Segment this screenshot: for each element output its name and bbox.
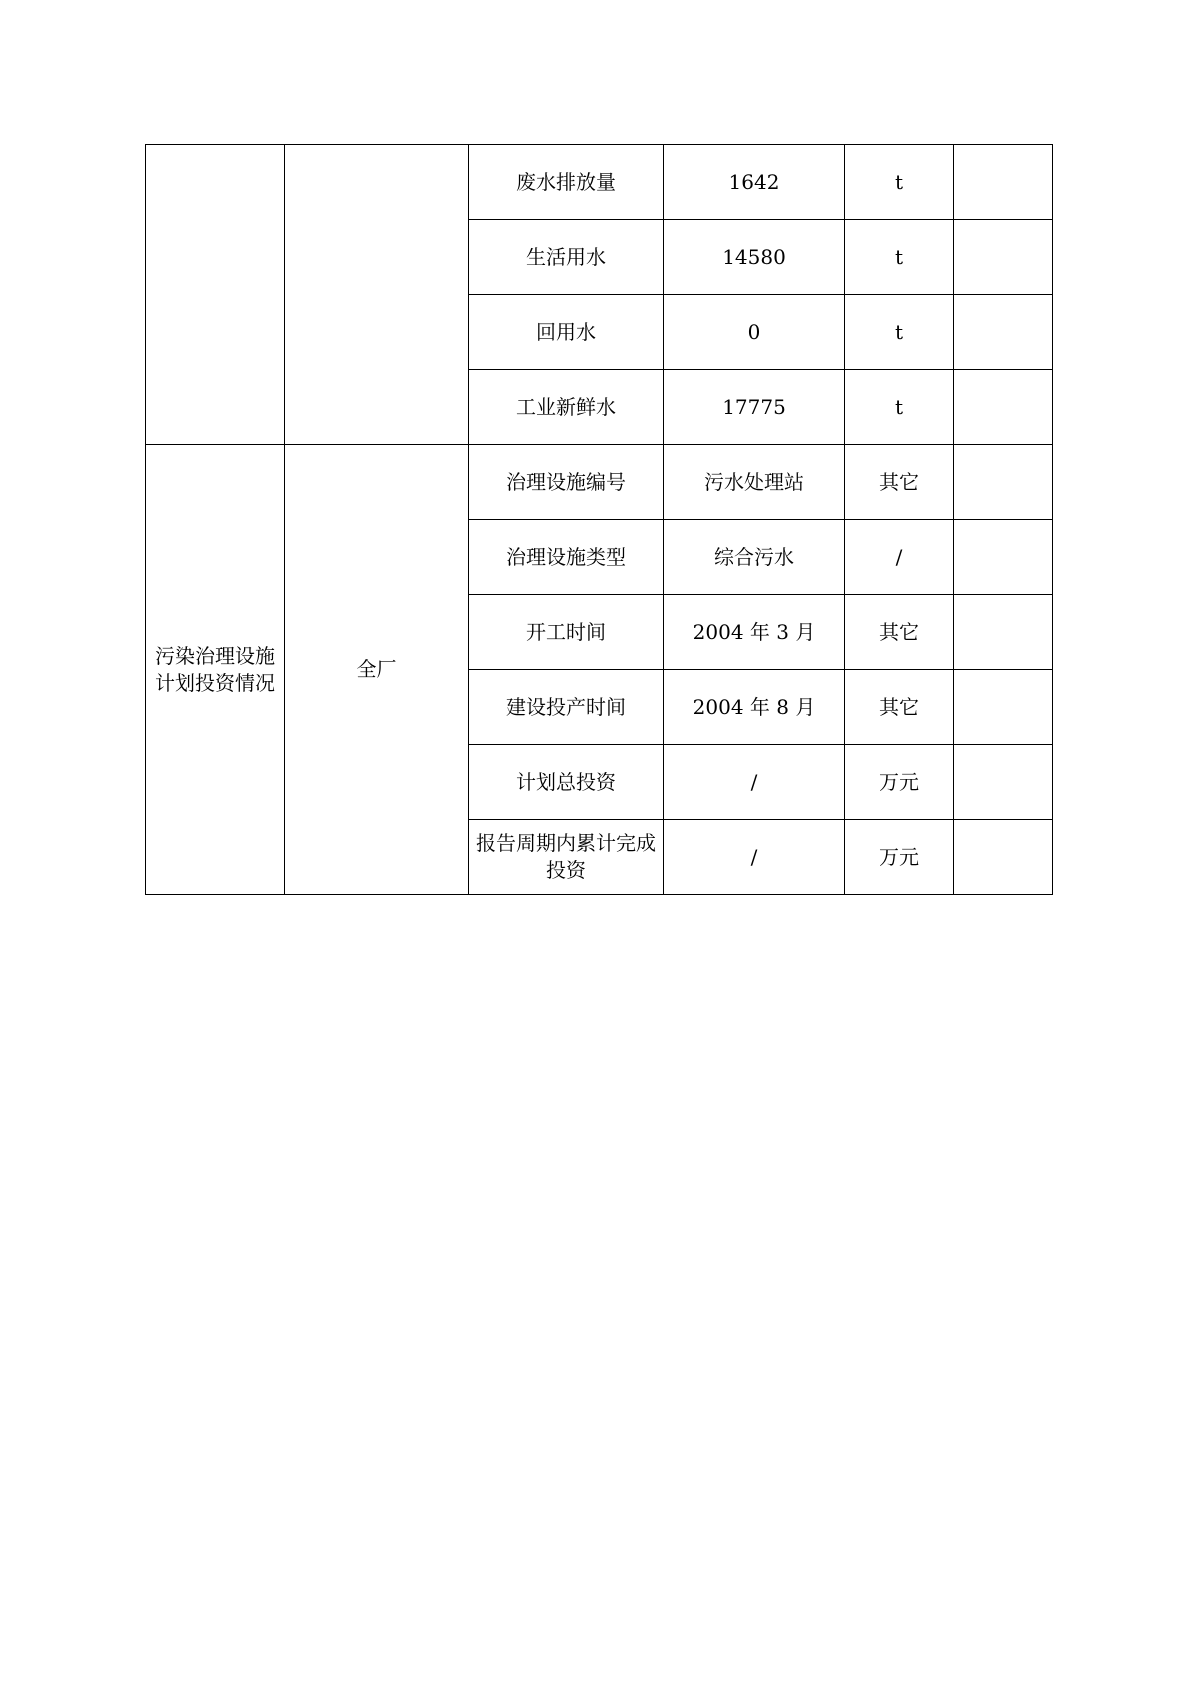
value-cell: 17775 (664, 370, 845, 445)
unit-cell: 其它 (845, 445, 954, 520)
item-cell: 工业新鲜水 (469, 370, 664, 445)
unit-cell: 其它 (845, 595, 954, 670)
note-cell (954, 670, 1053, 745)
item-cell: 回用水 (469, 295, 664, 370)
item-cell: 生活用水 (469, 220, 664, 295)
data-table (145, 144, 1053, 895)
item-cell: 治理设施编号 (469, 445, 664, 520)
table-row (146, 445, 1053, 520)
value-cell: 0 (664, 295, 845, 370)
note-cell (954, 745, 1053, 820)
item-cell: 开工时间 (469, 595, 664, 670)
note-cell (954, 520, 1053, 595)
value-cell: 污水处理站 (664, 445, 845, 520)
value-cell: 2004 年 8 月 (664, 670, 845, 745)
unit-cell: 万元 (845, 820, 954, 895)
value-cell: 14580 (664, 220, 845, 295)
note-cell (954, 595, 1053, 670)
unit-cell: t (845, 145, 954, 220)
scope-cell (285, 145, 469, 445)
category-cell: 污染治理设施计划投资情况 (146, 445, 285, 895)
unit-cell: t (845, 220, 954, 295)
unit-cell: 其它 (845, 670, 954, 745)
item-cell: 建设投产时间 (469, 670, 664, 745)
note-cell (954, 145, 1053, 220)
unit-cell: t (845, 370, 954, 445)
value-cell: 1642 (664, 145, 845, 220)
item-cell: 报告周期内累计完成投资 (469, 820, 664, 895)
item-cell: 废水排放量 (469, 145, 664, 220)
unit-cell: t (845, 295, 954, 370)
item-cell: 治理设施类型 (469, 520, 664, 595)
note-cell (954, 370, 1053, 445)
scope-cell: 全厂 (285, 445, 469, 895)
value-cell: / (664, 745, 845, 820)
item-cell: 计划总投资 (469, 745, 664, 820)
unit-cell: 万元 (845, 745, 954, 820)
table-row (146, 145, 1053, 220)
note-cell (954, 220, 1053, 295)
value-cell: 2004 年 3 月 (664, 595, 845, 670)
unit-cell: / (845, 520, 954, 595)
note-cell (954, 820, 1053, 895)
note-cell (954, 445, 1053, 520)
value-cell: 综合污水 (664, 520, 845, 595)
value-cell: / (664, 820, 845, 895)
category-cell (146, 145, 285, 445)
note-cell (954, 295, 1053, 370)
